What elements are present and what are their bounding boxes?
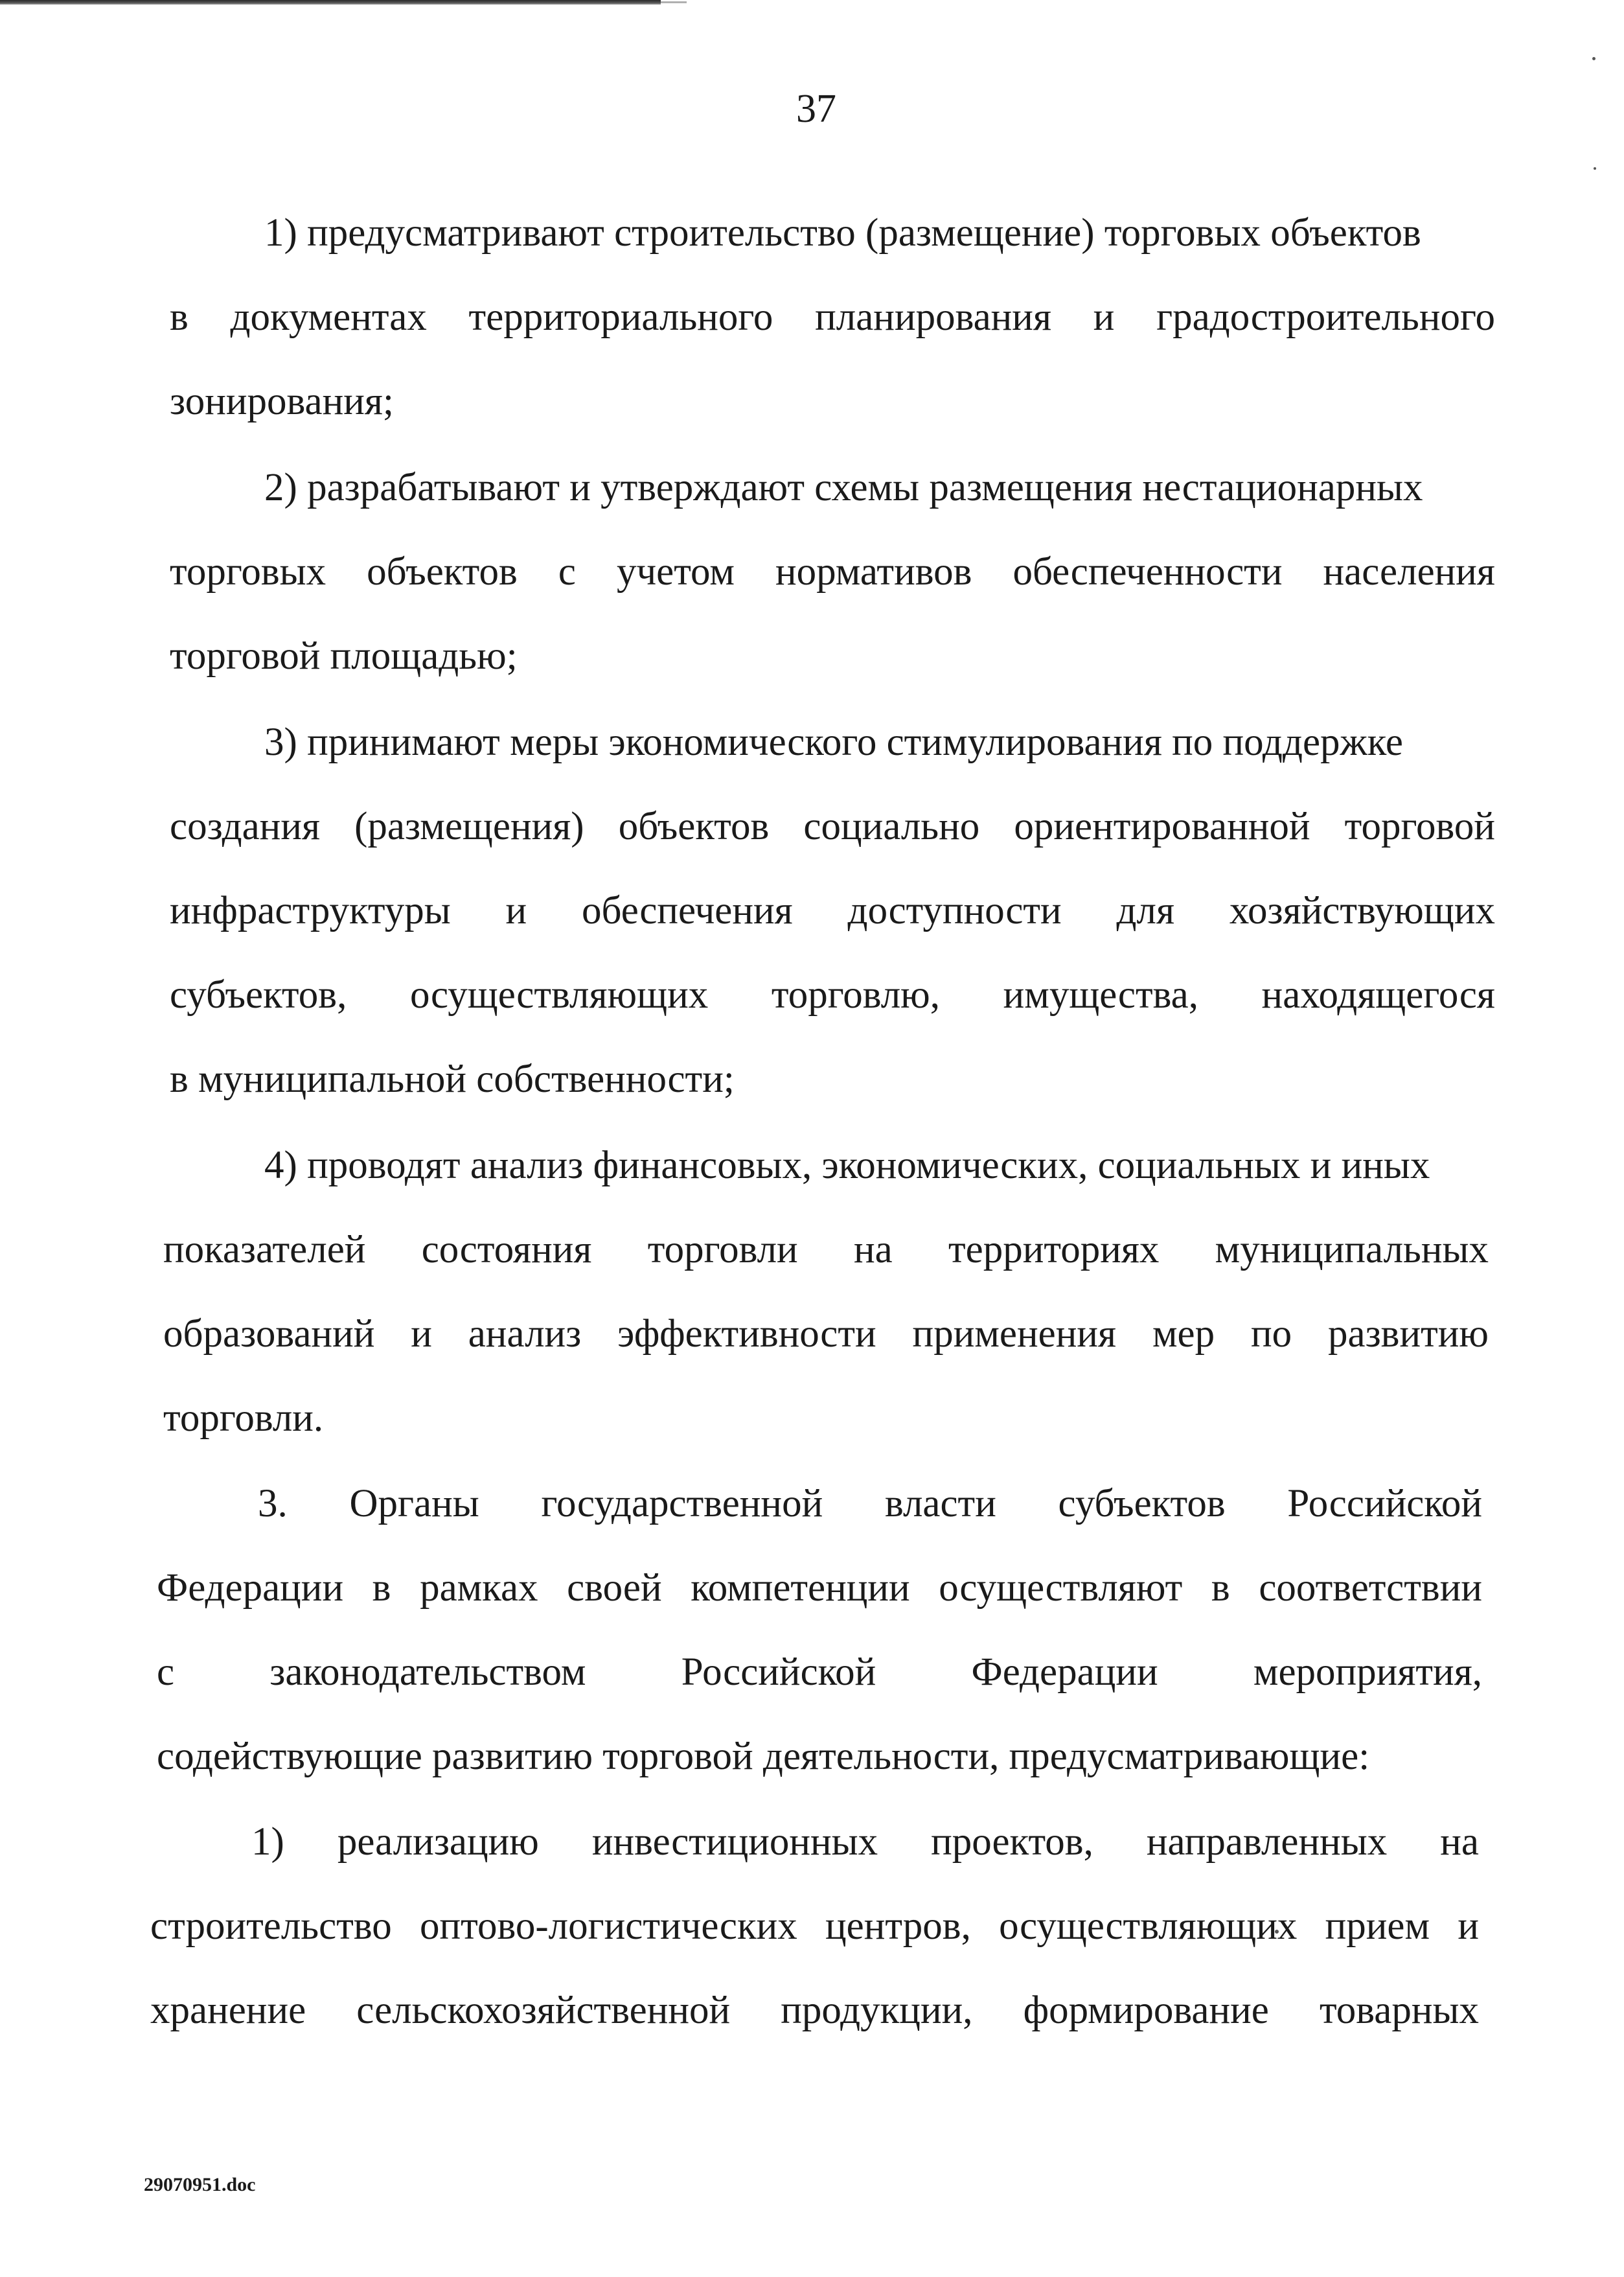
scan-edge-rule-tail [661,1,687,3]
text-line: с законодательством Российской Федерации мероприятия, [157,1650,1482,1694]
text-line: в документах территориального планирования и градостроительного [170,295,1495,339]
text-line: 3. Органы государственной власти субъектов Российской [258,1482,1482,1525]
text-line: 2) разрабатывают и утверждают схемы размещения нестационарных [264,466,1423,509]
text-line: 1) предусматривают строительство (размещение) торговых объектов [264,211,1421,255]
text-line: торговли. [163,1396,324,1440]
text-line: создания (размещения) объектов социально ориентированной торговой [170,805,1495,848]
text-line: зонирования; [170,380,394,423]
page-number: 37 [796,87,836,131]
text-line: образований и анализ эффективности применения мер по развитию [163,1312,1489,1356]
text-line: 1) реализацию инвестиционных проектов, направленных на [251,1820,1479,1864]
scan-edge-rule [0,0,661,5]
text-line: инфраструктуры и обеспечения доступности для хозяйствующих [170,889,1495,932]
file-reference: 29070951.doc [144,2174,256,2195]
text-line: 3) принимают меры экономического стимулирования по поддержке [264,721,1403,764]
scan-speck [1594,167,1596,170]
text-line: хранение сельскохозяйственной продукции, формирование товарных [150,1989,1479,2032]
text-line: торговых объектов с учетом нормативов обеспеченности населения [170,550,1495,594]
text-line: показателей состояния торговли на территориях муниципальных [163,1228,1489,1271]
text-line: содействующие развитию торговой деятельности, предусматривающие: [157,1735,1370,1778]
text-line: 4) проводят анализ финансовых, экономических, социальных и иных [264,1144,1430,1187]
text-line: строительство оптово-логистических центров, осуществляющих прием и [150,1904,1479,1948]
text-line: Федерации в рамках своей компетенции осуществляют в соответствии [157,1566,1482,1610]
scan-speck [1592,57,1595,60]
text-line: в муниципальной собственности; [170,1058,735,1101]
text-line: субъектов, осуществляющих торговлю, имущества, находящегося [170,973,1495,1017]
text-line: торговой площадью; [170,634,518,678]
